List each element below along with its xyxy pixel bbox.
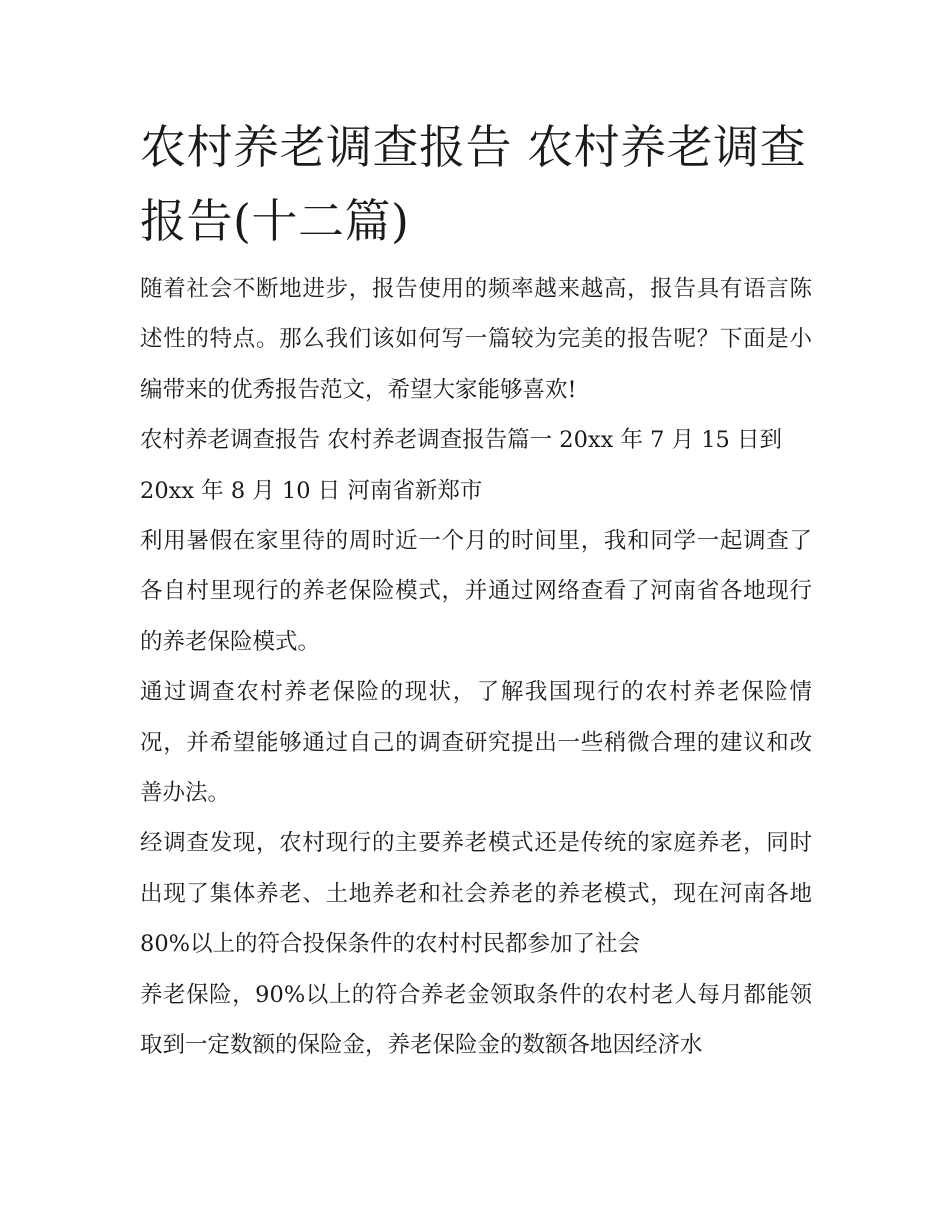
document-page xyxy=(140,110,812,1071)
survey-findings-paragraph: 经调查发现，农村现行的主要养老模式还是传统的家庭养老，同时出现了集体养老、土地养老和社会养老的养老模式，现在河南各地 80%以上的符合投保条件的农村村民都参加了社会 养老保险，90%以上的符合养老金领取条件的农村老人每月都能领取到一定数额的保险金，养老保险金的数额各地因经济水 xyxy=(140,830,812,1059)
survey-purpose-paragraph: 通过调查农村养老保险的现状，了解我国现行的农村养老保险情况，并希望能够通过自己的调查研究提出一些稍微合理的建议和改善办法。 xyxy=(140,679,812,807)
document-body xyxy=(140,264,812,1071)
intro-paragraph: 随着社会不断地进步，报告使用的频率越来越高，报告具有语言陈述性的特点。那么我们该如何写一篇较为完美的报告呢？下面是小编带来的优秀报告范文，希望大家能够喜欢! xyxy=(140,276,812,403)
survey-method-paragraph: 利用暑假在家里待的周时近一个月的时间里，我和同学一起调查了各自村里现行的养老保险模式，并通过网络查看了河南省各地现行的养老保险模式。 xyxy=(140,528,812,655)
document-title: 农村养老调查报告 农村养老调查报告(十二篇) xyxy=(140,120,807,248)
report-heading-paragraph: 农村养老调查报告 农村养老调查报告篇一 20xx 年 7 月 15 日到 20xx 年 8 月 10 日 河南省新郑市 xyxy=(140,427,783,504)
